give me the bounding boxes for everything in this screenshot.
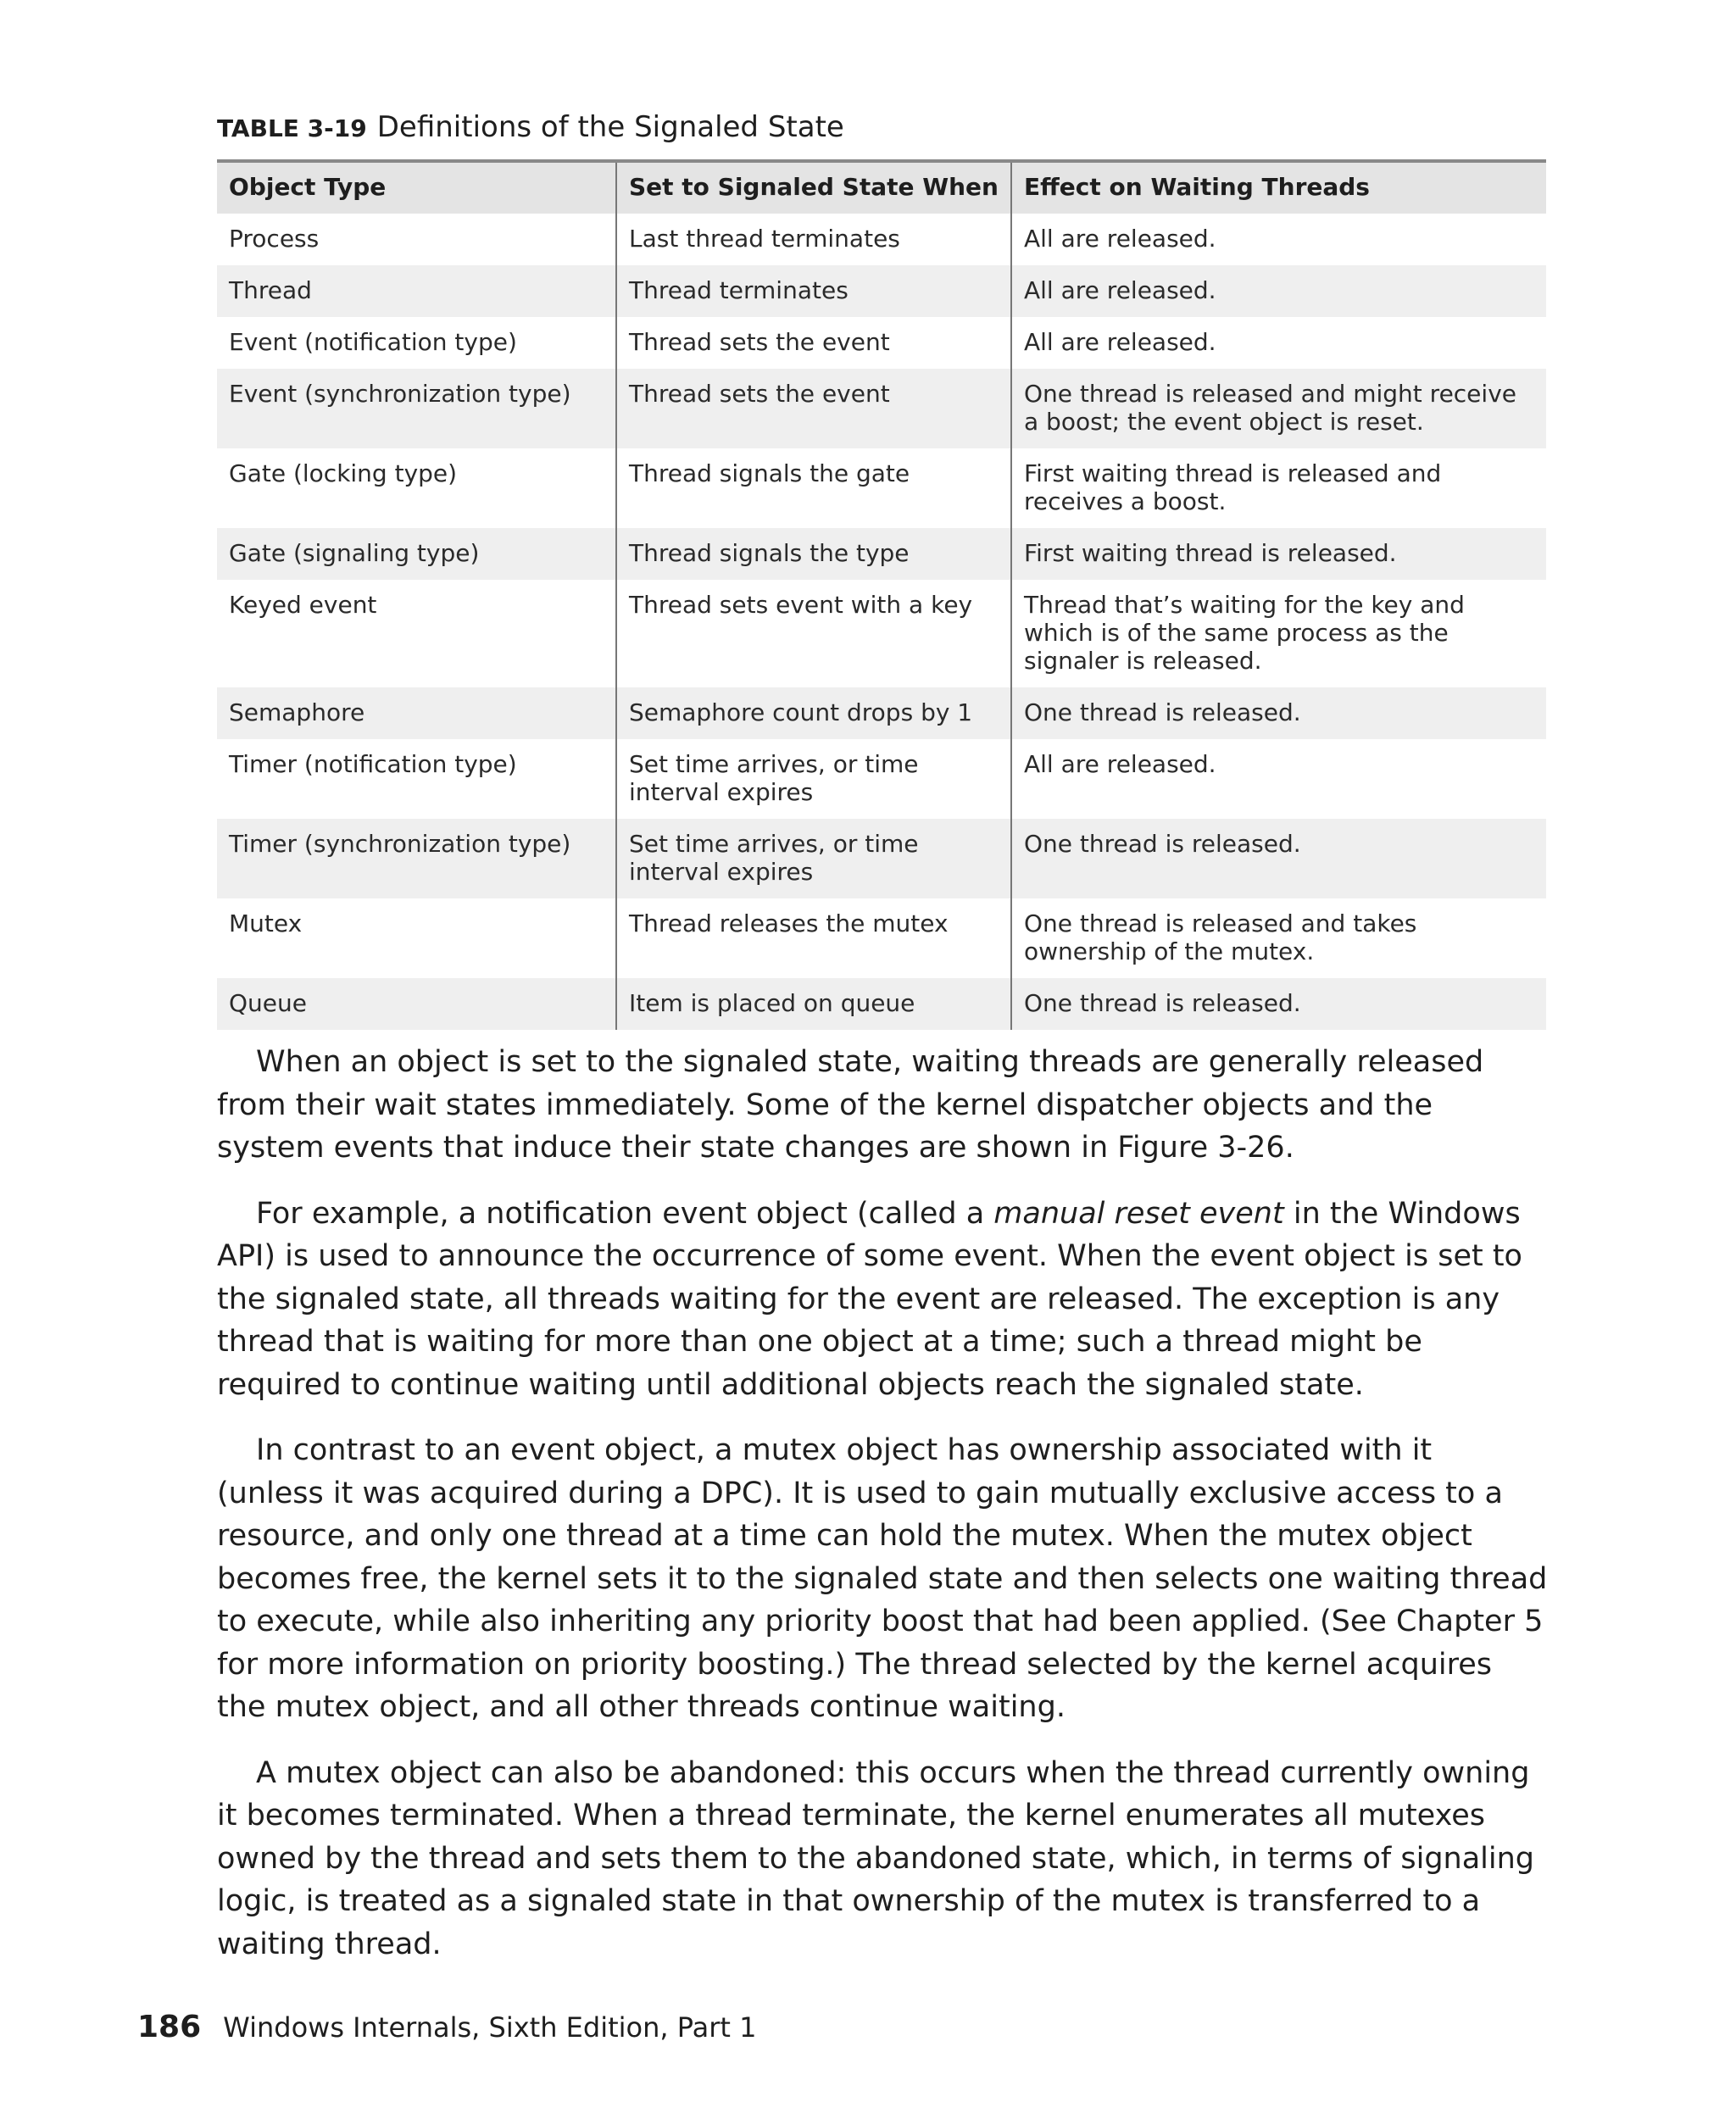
table-row: [217, 265, 1546, 317]
cell-object-type: Process: [217, 214, 616, 265]
table-header-row: [217, 161, 1546, 214]
cell-effect: All are released.: [1011, 265, 1546, 317]
paragraph-text: in the Windows API) is used to announce the occurrence of some event. When the event object is set to the signaled state, all threads waiting for the event are released. The exception is any thread that is waiting for more than one object at a time; such a thread might be required to continue waiting until additional objects reach the signaled state.: [217, 1196, 1522, 1402]
cell-signaled-when: Set time arrives, or time interval expires: [616, 739, 1011, 819]
cell-signaled-when: Thread signals the type: [616, 528, 1011, 580]
cell-effect: First waiting thread is released and receives a boost.: [1011, 448, 1546, 528]
table-row: [217, 580, 1546, 687]
cell-effect: One thread is released.: [1011, 687, 1546, 739]
cell-object-type: Keyed event: [217, 580, 616, 687]
cell-effect: Thread that’s waiting for the key and which is of the same process as the signaler is released.: [1011, 580, 1546, 687]
cell-object-type: Timer (notification type): [217, 739, 616, 819]
cell-effect: All are released.: [1011, 214, 1546, 265]
cell-effect: All are released.: [1011, 317, 1546, 369]
table-row: [217, 898, 1546, 978]
cell-effect: One thread is released.: [1011, 978, 1546, 1030]
cell-signaled-when: Thread sets event with a key: [616, 580, 1011, 687]
table-row: [217, 317, 1546, 369]
cell-object-type: Semaphore: [217, 687, 616, 739]
cell-signaled-when: Item is placed on queue: [616, 978, 1011, 1030]
signaled-state-table: [217, 159, 1546, 1030]
cell-signaled-when: Set time arrives, or time interval expires: [616, 819, 1011, 898]
cell-effect: All are released.: [1011, 739, 1546, 819]
body-text: [217, 1041, 1548, 1988]
column-header-set-to-signaled: Set to Signaled State When: [616, 161, 1011, 214]
table-row: [217, 448, 1546, 528]
cell-effect: One thread is released and might receive a boost; the event object is reset.: [1011, 369, 1546, 448]
table-row: [217, 528, 1546, 580]
cell-object-type: Gate (locking type): [217, 448, 616, 528]
paragraph-text: For example, a notification event object (called a: [256, 1196, 994, 1231]
table-row: [217, 214, 1546, 265]
cell-effect: One thread is released.: [1011, 819, 1546, 898]
cell-object-type: Event (notification type): [217, 317, 616, 369]
cell-object-type: Gate (signaling type): [217, 528, 616, 580]
table-row: [217, 369, 1546, 448]
cell-object-type: Event (synchronization type): [217, 369, 616, 448]
cell-signaled-when: Thread signals the gate: [616, 448, 1011, 528]
column-header-effect: Effect on Waiting Threads: [1011, 161, 1546, 214]
cell-object-type: Thread: [217, 265, 616, 317]
table-row: [217, 978, 1546, 1030]
table-row: [217, 739, 1546, 819]
cell-signaled-when: Semaphore count drops by 1: [616, 687, 1011, 739]
cell-signaled-when: Thread sets the event: [616, 369, 1011, 448]
cell-effect: First waiting thread is released.: [1011, 528, 1546, 580]
cell-signaled-when: Thread releases the mutex: [616, 898, 1011, 978]
table-label: TABLE 3-19: [217, 114, 367, 142]
table-title: Definitions of the Signaled State: [376, 110, 844, 144]
page-number: 186: [137, 2010, 202, 2044]
table-row: [217, 687, 1546, 739]
italic-term: manual reset event: [993, 1196, 1284, 1231]
cell-object-type: Mutex: [217, 898, 616, 978]
cell-object-type: Timer (synchronization type): [217, 819, 616, 898]
page-footer: [137, 2009, 756, 2046]
cell-signaled-when: Thread terminates: [616, 265, 1011, 317]
paragraph-mutex-ownership: In contrast to an event object, a mutex object has ownership associated with it (unless it was acquired during a DPC). It is used to gain mutually exclusive access to a resource, and only one thread at a time can hold the mutex. When the mutex object becomes free, the kernel sets it to the signaled state and then selects one waiting thread to execute, while also inheriting any priority boost that had been applied. (See Chapter 5 for more information on priority boosting.) The thread selected by the kernel acquires the mutex object, and all other threads continue waiting.: [217, 1433, 1548, 1724]
cell-signaled-when: Last thread terminates: [616, 214, 1011, 265]
table-row: [217, 819, 1546, 898]
cell-effect: One thread is released and takes ownership of the mutex.: [1011, 898, 1546, 978]
cell-signaled-when: Thread sets the event: [616, 317, 1011, 369]
paragraph-signaled-release: When an object is set to the signaled state, waiting threads are generally released from their wait states immediately. Some of the kernel dispatcher objects and the system events that induce their state changes are shown in Figure 3-26.: [217, 1045, 1484, 1165]
cell-object-type: Queue: [217, 978, 616, 1030]
book-title: Windows Internals, Sixth Edition, Part 1: [223, 2011, 757, 2044]
table-caption: [217, 108, 844, 147]
paragraph-notification-event: [217, 1193, 1548, 1407]
paragraph-mutex-abandoned: A mutex object can also be abandoned: this occurs when the thread currently owning it becomes terminated. When a thread terminate, the kernel enumerates all mutexes owned by the thread and sets them to the abandoned state, which, in terms of signaling logic, is treated as a signaled state in that ownership of the mutex is transferred to a waiting thread.: [217, 1755, 1535, 1961]
column-header-object-type: Object Type: [217, 161, 616, 214]
